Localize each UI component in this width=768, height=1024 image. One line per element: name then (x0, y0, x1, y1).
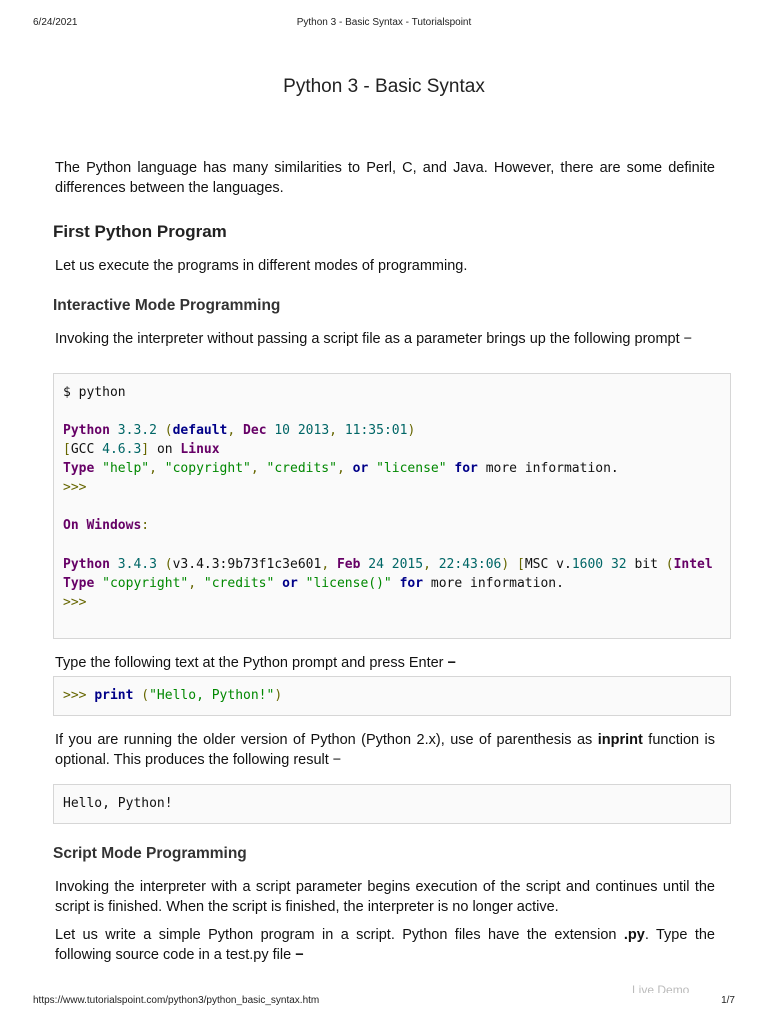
code-line-command (63, 383, 126, 402)
code-block-print (53, 676, 731, 716)
code-command: $ python (63, 385, 126, 400)
code-line-output: Hello, Python! (63, 796, 173, 811)
heading-script-mode: Script Mode Programming (53, 845, 247, 862)
live-demo-link[interactable]: Live Demo (632, 983, 690, 993)
heading-first-python-program: First Python Program (53, 222, 227, 241)
page-title: Python 3 - Basic Syntax (283, 76, 485, 97)
print-date: 6/24/2021 (33, 17, 78, 28)
print-footer-url: https://www.tutorialspoint.com/python3/python_basic_syntax.htm (33, 995, 320, 1006)
heading-interactive-mode: Interactive Mode Programming (53, 297, 281, 314)
intro-paragraph: The Python language has many similarities to Perl, C, and Java. However, there are some definite differences between the languages. (55, 160, 715, 196)
code-line-prompt-1: >>> (63, 480, 87, 495)
code-line-windows-2: Type "copyright", "credits" or "license()" for more information. (63, 576, 564, 591)
code-line-linux-2: [GCC 4.6.3] on Linux (63, 442, 220, 457)
code-line-windows-label: On Windows: (63, 518, 150, 533)
older-version-paragraph: If you are running the older version of Python (Python 2.x), use of parenthesis as inprint function is optional. This produces the following result − (55, 732, 715, 768)
script-mode-text-2: Let us write a simple Python program in a script. Python files have the extension .py. Type the following source code in a test.py file − (55, 927, 715, 963)
type-text-paragraph: Type the following text at the Python prompt and press Enter − (55, 655, 456, 671)
code-line-prompt-2: >>> (63, 595, 87, 610)
code-line-print: >>> print ("Hello, Python!") (63, 688, 283, 703)
print-page-number: 1/7 (721, 995, 735, 1006)
code-block-output (53, 784, 731, 824)
interactive-mode-text: Invoking the interpreter without passing a script file as a parameter brings up the following prompt − (55, 331, 693, 347)
script-mode-text: Invoking the interpreter with a script parameter begins execution of the script and continues until the script is finished. When the script is finished, the interpreter is no longer active. (55, 879, 715, 915)
code-block-interactive (53, 373, 731, 639)
code-line-linux-3: Type "help", "copyright", "credits", or "license" for more information. (63, 461, 619, 476)
code-line-windows-1: Python 3.4.3 (v3.4.3:9b73f1c3e601, Feb 24 2015, 22:43:06) [MSC v.1600 32 bit (Intel (63, 557, 713, 572)
code-line-linux-1: Python 3.3.2 (default, Dec 10 2013, 11:35:01) (63, 423, 416, 438)
first-program-text: Let us execute the programs in different modes of programming. (55, 258, 468, 274)
print-doc-title: Python 3 - Basic Syntax - Tutorialspoint (296, 17, 472, 28)
